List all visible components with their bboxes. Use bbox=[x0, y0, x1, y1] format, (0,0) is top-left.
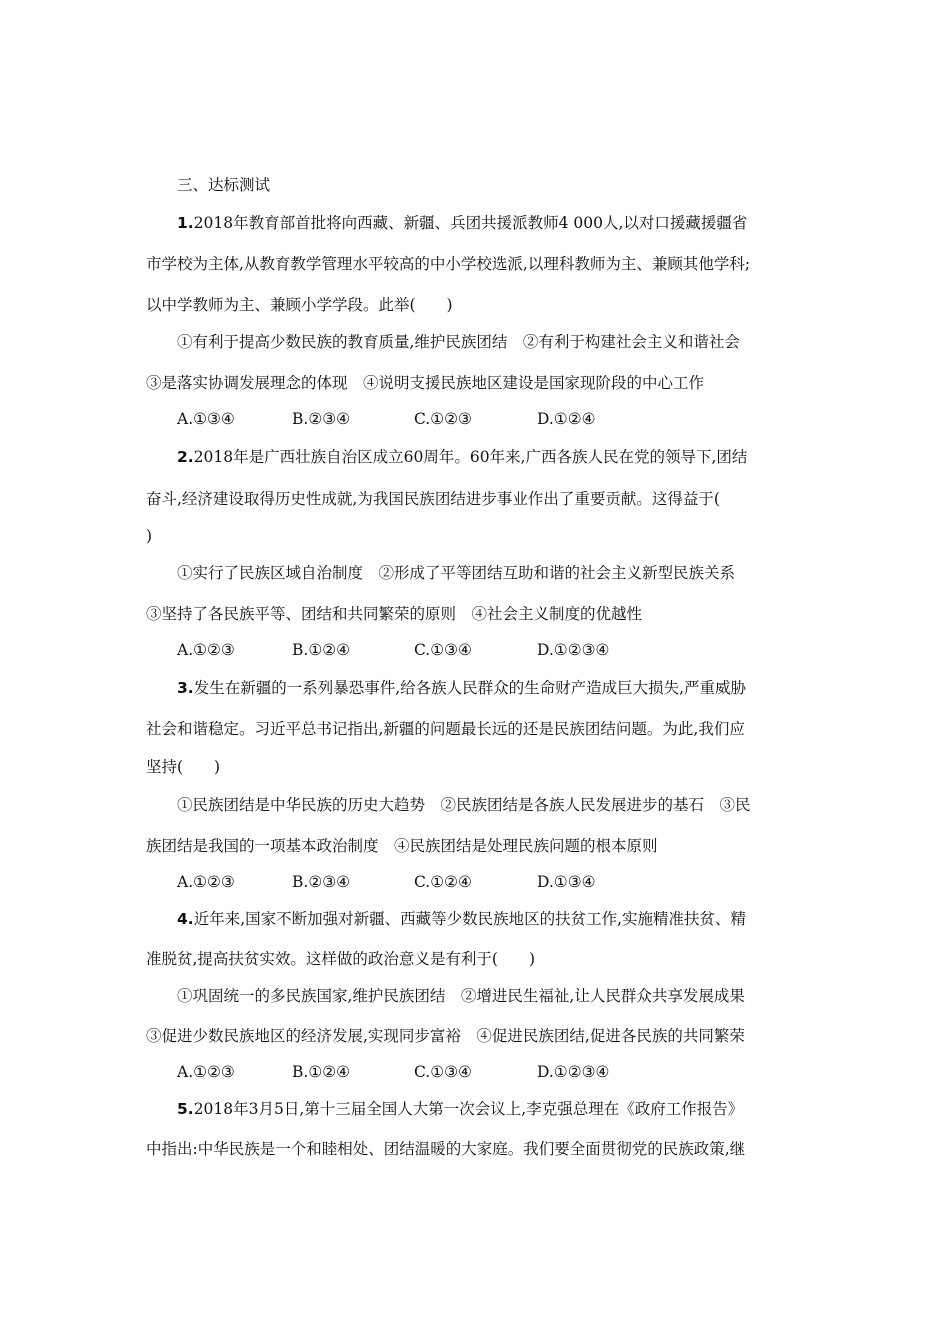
q3-stem-line-2: 社会和谐稳定。习近平总书记指出,新疆的问题最长远的还是民族团结问题。为此,我们应 bbox=[146, 720, 745, 738]
q3-statement-line-1: ①民族团结是中华民族的历史大趋势 ②民族团结是各族人民发展进步的基石 ③民 bbox=[177, 796, 751, 814]
q4-stem-line-1: 4.近年来,国家不断加强对新疆、西藏等少数民族地区的扶贫工作,实施精准扶贫、精 bbox=[177, 910, 747, 928]
q2-stem-line-2: 奋斗,经济建设取得历史性成就,为我国民族团结进步事业作出了重要贡献。这得益于( bbox=[146, 490, 720, 508]
q3-option-d[interactable]: D.①③④ bbox=[537, 873, 596, 891]
q2-option-a[interactable]: A.①②③ bbox=[177, 641, 235, 659]
q4-statement-line-2: ③促进少数民族地区的经济发展,实现同步富裕 ④促进民族团结,促进各民族的共同繁荣 bbox=[146, 1027, 745, 1045]
q1-stem-line-3: 以中学教师为主、兼顾小学学段。此举( ) bbox=[146, 296, 453, 314]
q3-option-a[interactable]: A.①②③ bbox=[177, 873, 235, 891]
q1-option-a[interactable]: A.①③④ bbox=[177, 410, 235, 428]
q3-statement-line-2: 族团结是我国的一项基本政治制度 ④民族团结是处理民族问题的根本原则 bbox=[146, 837, 658, 855]
q2-option-c[interactable]: C.①③④ bbox=[414, 641, 472, 659]
q2-stem-line-3: ) bbox=[146, 527, 153, 545]
q1-stem-line-1: 1.2018年教育部首批将向西藏、新疆、兵团共援派教师4 000人,以对口援藏援疆省 bbox=[177, 214, 748, 232]
q5-stem-line-2: 中指出:中华民族是一个和睦相处、团结温暖的大家庭。我们要全面贯彻党的民族政策,继 bbox=[146, 1140, 746, 1158]
q2-option-b[interactable]: B.①②④ bbox=[292, 641, 351, 659]
q1-statement-line-1: ①有利于提高少数民族的教育质量,维护民族团结 ②有利于构建社会主义和谐社会 bbox=[177, 333, 740, 351]
q3-number: 3. bbox=[177, 679, 194, 697]
q4-option-c[interactable]: C.①③④ bbox=[414, 1063, 472, 1081]
q4-option-d[interactable]: D.①②③④ bbox=[537, 1063, 610, 1081]
q2-stem-line-1: 2.2018年是广西壮族自治区成立60周年。60年来,广西各族人民在党的领导下,团结 bbox=[177, 448, 748, 466]
q4-stem-line-2: 准脱贫,提高扶贫实效。这样做的政治意义是有利于( ) bbox=[146, 950, 536, 968]
q2-statement-line-1: ①实行了民族区域自治制度 ②形成了平等团结互助和谐的社会主义新型民族关系 bbox=[177, 564, 736, 582]
q1-option-b[interactable]: B.②③④ bbox=[292, 410, 351, 428]
q3-option-b[interactable]: B.②③④ bbox=[292, 873, 351, 891]
section-title: 三、达标测试 bbox=[177, 176, 271, 194]
q2-number: 2. bbox=[177, 448, 194, 466]
q4-option-a[interactable]: A.①②③ bbox=[177, 1063, 235, 1081]
q4-number: 4. bbox=[177, 910, 194, 928]
q1-option-c[interactable]: C.①②③ bbox=[414, 410, 472, 428]
q1-stem-line-2: 市学校为主体,从教育教学管理水平较高的中小学校选派,以理科教师为主、兼顾其他学科; bbox=[146, 255, 751, 273]
q1-number: 1. bbox=[177, 214, 194, 232]
q1-option-d[interactable]: D.①②④ bbox=[537, 410, 596, 428]
q4-option-b[interactable]: B.①②④ bbox=[292, 1063, 351, 1081]
q3-stem-line-3: 坚持( ) bbox=[146, 758, 221, 776]
q5-number: 5. bbox=[177, 1100, 194, 1118]
q4-statement-line-1: ①巩固统一的多民族国家,维护民族团结 ②增进民生福祉,让人民群众共享发展成果 bbox=[177, 987, 745, 1005]
q3-option-c[interactable]: C.①②④ bbox=[414, 873, 472, 891]
q2-option-d[interactable]: D.①②③④ bbox=[537, 641, 610, 659]
q5-stem-line-1: 5.2018年3月5日,第十三届全国人大第一次会议上,李克强总理在《政府工作报告》 bbox=[177, 1100, 744, 1118]
q3-stem-line-1: 3.发生在新疆的一系列暴恐事件,给各族人民群众的生命财产造成巨大损失,严重威胁 bbox=[177, 679, 747, 697]
q1-statement-line-2: ③是落实协调发展理念的体现 ④说明支援民族地区建设是国家现阶段的中心工作 bbox=[146, 374, 705, 392]
q2-statement-line-2: ③坚持了各民族平等、团结和共同繁荣的原则 ④社会主义制度的优越性 bbox=[146, 605, 643, 623]
